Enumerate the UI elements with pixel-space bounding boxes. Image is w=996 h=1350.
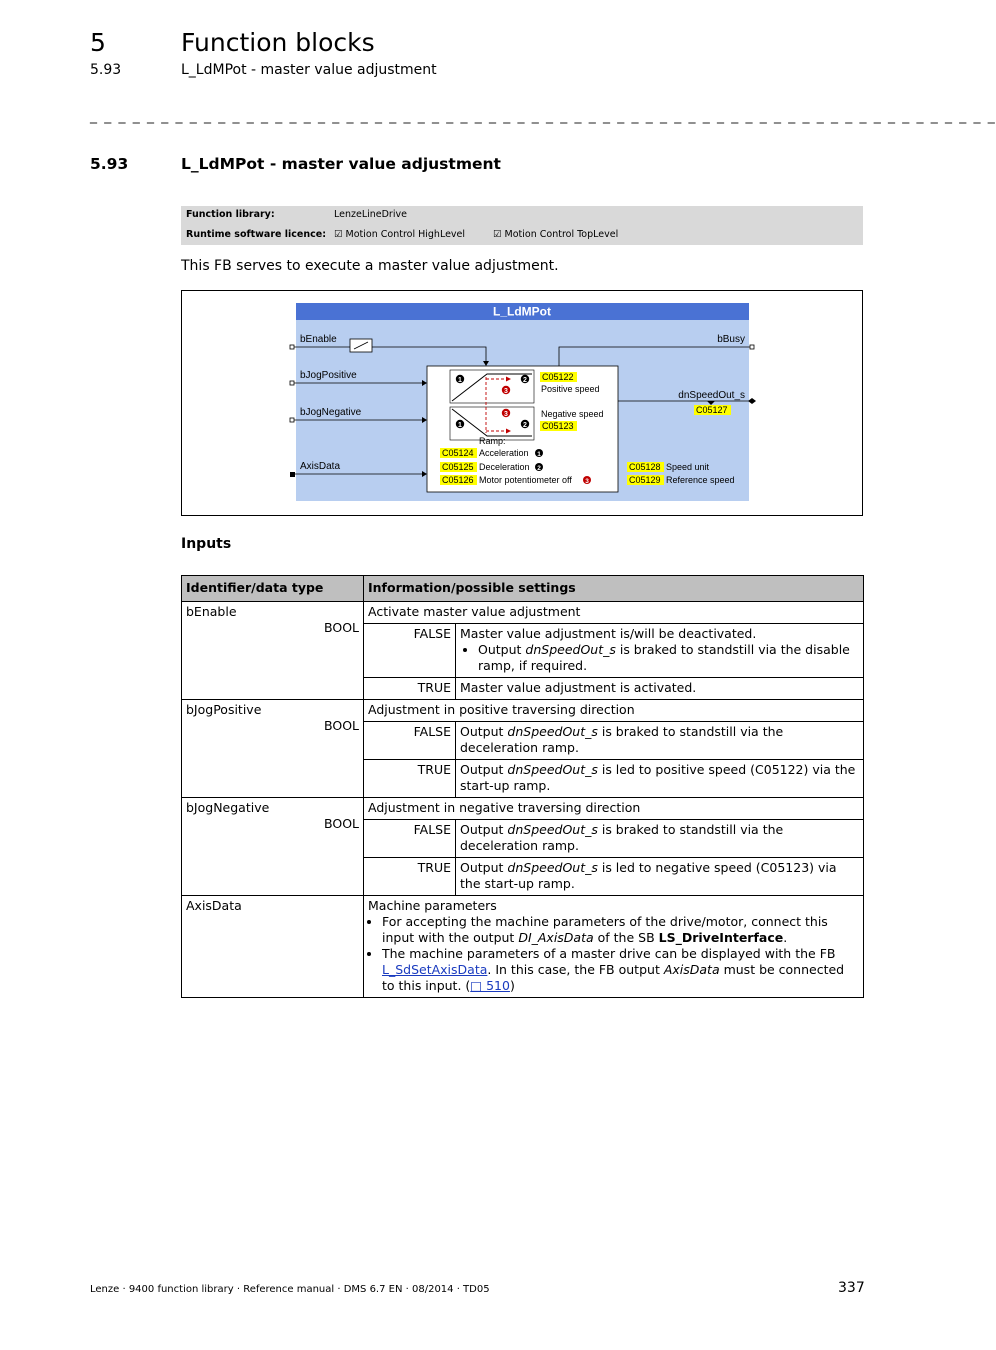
code-c05124: C05124 <box>442 448 474 458</box>
label-axisdata: AxisData <box>300 461 341 472</box>
code-c05129: C05129 <box>629 475 661 485</box>
label-speed-unit: Speed unit <box>666 462 710 472</box>
val-bjogpositive-true: TRUE <box>364 760 456 798</box>
link-page-510[interactable]: □ 510 <box>470 978 510 993</box>
cell-id-bjognegative <box>182 798 364 896</box>
table-row <box>182 602 864 624</box>
table-row <box>182 896 864 998</box>
header-section-number: 5.93 <box>90 62 122 78</box>
licence-toplevel: ☑ Motion Control TopLevel <box>493 229 619 240</box>
page-number: 337 <box>838 1280 865 1296</box>
header-section-title: L_LdMPot - master value adjustment <box>181 62 437 78</box>
label-ramp: Ramp: <box>479 436 506 446</box>
val-bjognegative-false: FALSE <box>364 820 456 858</box>
type-bjognegative: BOOL <box>324 816 359 831</box>
info-bjognegative: Adjustment in negative traversing direction <box>364 798 864 820</box>
desc-benable-false: Master value adjustment is/will be deactivated. • Output dnSpeedOut_s is braked to standstill via the disable ramp, if required. <box>456 624 864 678</box>
label-negative-speed: Negative speed <box>541 409 604 419</box>
function-block-diagram <box>181 290 863 516</box>
label-bjognegative: bJogNegative <box>300 407 362 418</box>
label-bjogpositive: bJogPositive <box>300 370 357 381</box>
header-separator: _ _ _ _ _ _ _ _ _ _ _ _ _ _ _ _ _ _ _ _ _ _ _ _ _ _ _ _ _ _ _ _ _ _ _ _ _ _ _ _ _ _ _ _ _ _ _ _ _ _ _ _ _ _ _ _ _ _ _ _ _ _ _ _ <box>90 108 996 124</box>
table-header-row <box>182 576 864 602</box>
intro-text: This FB serves to execute a master value adjustment. <box>181 258 559 274</box>
id-bjogpositive: bJogPositive <box>186 702 262 717</box>
port-bjognegative <box>290 418 294 422</box>
pos-ramp-frame <box>450 370 534 403</box>
col-identifier: Identifier/data type <box>182 576 364 602</box>
val-benable-true: TRUE <box>364 678 456 700</box>
cell-id-benable <box>182 602 364 700</box>
section-number: 5.93 <box>90 155 129 173</box>
chapter-title: Function blocks <box>181 28 375 57</box>
svg-text:1: 1 <box>537 451 541 458</box>
label-reference-speed: Reference speed <box>666 475 735 485</box>
desc-bjogpositive-false: Output dnSpeedOut_s is braked to standstill via the deceleration ramp. <box>456 722 864 760</box>
diagram-svg <box>182 291 862 515</box>
label-deceleration: Deceleration <box>479 462 530 472</box>
list-item: • For accepting the machine parameters of the drive/motor, connect this input with the output DI_AxisData of the SB LS_DriveInterface. <box>382 914 859 946</box>
svg-text:2: 2 <box>523 377 527 384</box>
library-label: Function library: <box>186 209 275 220</box>
svg-text:3: 3 <box>504 388 508 395</box>
svg-text:1: 1 <box>458 377 462 384</box>
port-bjogpositive <box>290 381 294 385</box>
val-bjogpositive-false: FALSE <box>364 722 456 760</box>
label-motor-pot-off: Motor potentiometer off <box>479 475 572 485</box>
inputs-table <box>181 575 864 998</box>
licence-highlevel: ☑ Motion Control HighLevel <box>334 229 466 240</box>
port-axisdata <box>290 472 295 477</box>
val-benable-false: FALSE <box>364 624 456 678</box>
info-benable: Activate master value adjustment <box>364 602 864 624</box>
id-axisdata: AxisData <box>186 898 242 913</box>
info-axisdata: Machine parameters • For accepting the machine parameters of the drive/motor, connect this input with the output DI_AxisData of the SB LS_DriveInterface. • The machine parameters of a master drive can be displayed with the FB L_SdSetAxisData. In this case, the FB output AxisData must be connected to this input. (□ 510) <box>364 896 864 998</box>
list-item: • Output dnSpeedOut_s is braked to standstill via the disable ramp, if required. <box>478 642 859 674</box>
table-row <box>182 798 864 820</box>
svg-text:3: 3 <box>585 478 589 485</box>
table-row <box>182 700 864 722</box>
list-item: • The machine parameters of a master drive can be displayed with the FB L_SdSetAxisData. In this case, the FB output AxisData must be connected to this input. (□ 510) <box>382 946 859 994</box>
id-benable: bEnable <box>186 604 237 619</box>
cell-id-axisdata <box>182 896 364 998</box>
label-positive-speed: Positive speed <box>541 384 600 394</box>
label-bbusy: bBusy <box>717 334 745 345</box>
id-bjognegative: bJogNegative <box>186 800 270 815</box>
code-c05126: C05126 <box>442 475 474 485</box>
col-information: Information/possible settings <box>364 576 864 602</box>
inputs-heading: Inputs <box>181 536 232 552</box>
chapter-number: 5 <box>90 28 106 57</box>
library-info-box <box>181 206 863 245</box>
section-title: L_LdMPot - master value adjustment <box>181 155 501 173</box>
code-c05125: C05125 <box>442 462 474 472</box>
code-c05128: C05128 <box>629 462 661 472</box>
info-bjogpositive: Adjustment in positive traversing direction <box>364 700 864 722</box>
svg-text:2: 2 <box>523 422 527 429</box>
label-acceleration: Acceleration <box>479 448 529 458</box>
label-benable: bEnable <box>300 334 337 345</box>
type-benable: BOOL <box>324 620 359 635</box>
desc-bjogpositive-true: Output dnSpeedOut_s is led to positive speed (C05122) via the start-up ramp. <box>456 760 864 798</box>
desc-bjognegative-true: Output dnSpeedOut_s is led to negative speed (C05123) via the start-up ramp. <box>456 858 864 896</box>
port-bbusy <box>750 345 754 349</box>
code-c05122: C05122 <box>542 372 574 382</box>
port-benable <box>290 345 294 349</box>
code-c05127: C05127 <box>696 405 728 415</box>
port-dnspeedout <box>748 398 756 404</box>
code-c05123: C05123 <box>542 421 574 431</box>
svg-text:3: 3 <box>504 411 508 418</box>
desc-benable-true: Master value adjustment is activated. <box>456 678 864 700</box>
licence-label: Runtime software licence: <box>186 229 326 240</box>
desc-bjognegative-false: Output dnSpeedOut_s is braked to standstill via the deceleration ramp. <box>456 820 864 858</box>
footer-document-info: Lenze · 9400 function library · Reference manual · DMS 6.7 EN · 08/2014 · TD05 <box>90 1284 490 1295</box>
val-bjognegative-true: TRUE <box>364 858 456 896</box>
svg-text:2: 2 <box>537 465 541 472</box>
library-value: LenzeLineDrive <box>334 209 407 220</box>
type-bjogpositive: BOOL <box>324 718 359 733</box>
svg-text:1: 1 <box>458 422 462 429</box>
block-title: L_LdMPot <box>493 304 551 319</box>
cell-id-bjogpositive <box>182 700 364 798</box>
label-dnspeedout: dnSpeedOut_s <box>678 390 745 401</box>
link-l-sdsetaxisdata[interactable]: L_SdSetAxisData <box>382 962 488 977</box>
